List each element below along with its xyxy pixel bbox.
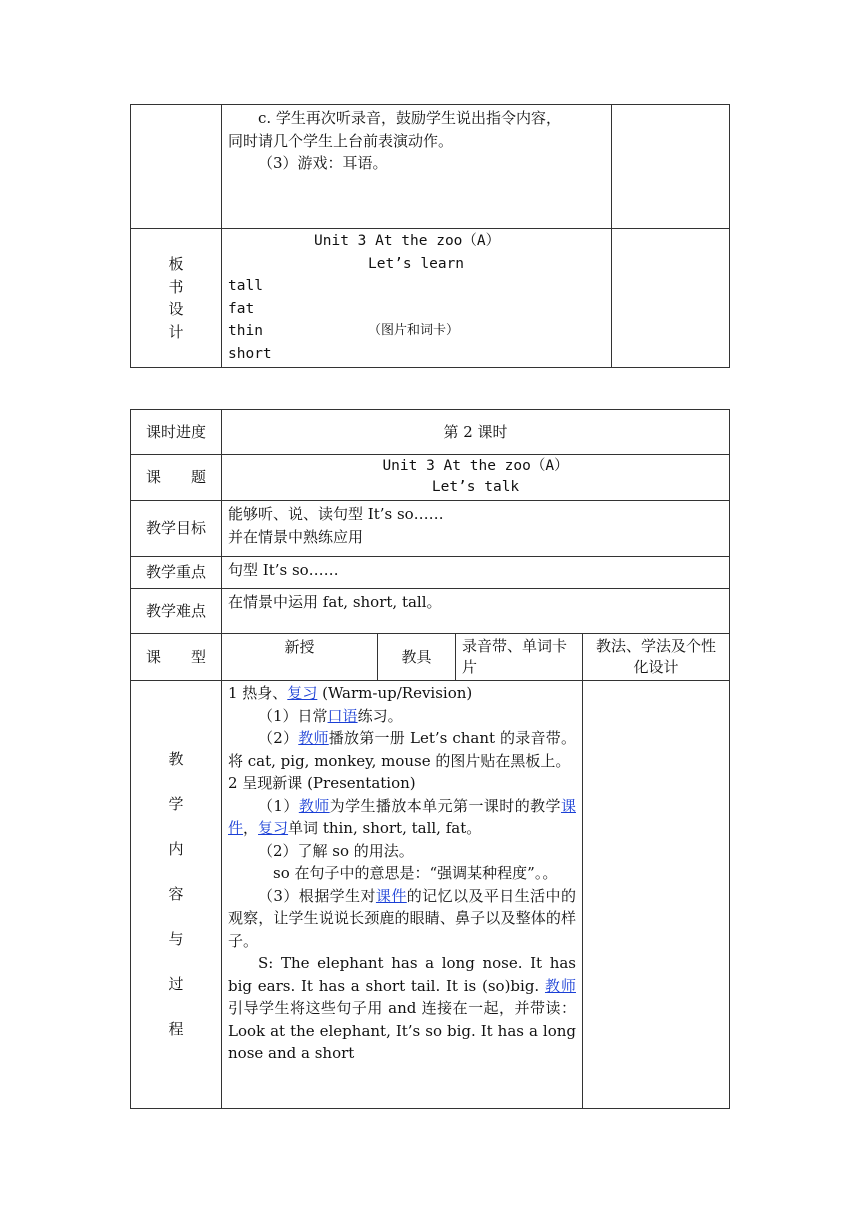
text: （1）日常 xyxy=(258,706,328,725)
oral-link[interactable]: 口语 xyxy=(327,706,358,725)
text: S: The elephant has a long nose. It has big ears. It has a short tail. It is (so)big. xyxy=(228,954,576,995)
text: （2） xyxy=(258,729,299,747)
revision-link[interactable]: 复习 xyxy=(287,684,318,702)
goal-line-1: 能够听、说、读句型 It’s so…… xyxy=(228,505,444,523)
text: 的记忆以及平日生活中的观察，让学生说说长颈鹿的眼睛、鼻子以及整体的样子。 xyxy=(228,886,576,950)
revision-link[interactable]: 复习 xyxy=(258,819,289,837)
difficulty-label: 教学难点 xyxy=(131,589,222,634)
word: thin xyxy=(228,323,263,339)
label-char: 程 xyxy=(168,1020,184,1038)
goal-label: 教学目标 xyxy=(131,501,222,557)
tools-value: 录音带、单词卡片 xyxy=(456,634,583,681)
text: 播放第一册 Let’s chant 的录音带。将 cat, pig, monkey, mouse 的图片贴在黑板上。 xyxy=(228,729,576,770)
label-char: 板 xyxy=(168,255,184,273)
text: (Warm-up/Revision) xyxy=(317,684,473,702)
label-char: 学 xyxy=(168,795,184,813)
topic-line-1: Unit 3 At the zoo（A） xyxy=(382,458,569,474)
goal-line-2: 并在情景中熟练应用 xyxy=(228,527,364,546)
section-heading: 2 呈现新课 (Presentation) xyxy=(228,774,416,792)
text: 为学生播放本单元第一课时的教学 xyxy=(329,796,561,815)
lesson-2-table xyxy=(130,409,730,1109)
teacher-link[interactable]: 教师 xyxy=(544,976,576,995)
topic-label: 课 题 xyxy=(131,455,222,501)
text: 引导学生将这些句子用 and 连接在一起，并带读：Look at the elephant, It’s so big. It has a long nose and a short xyxy=(228,999,576,1062)
progress-label: 课时进度 xyxy=(131,410,222,455)
process-label xyxy=(131,681,222,1109)
process-content xyxy=(222,681,583,1109)
step xyxy=(228,727,576,772)
tools-label: 教具 xyxy=(378,634,456,681)
step: so 在句子中的意思是：“强调某种程度”。。 xyxy=(273,864,558,882)
text: ， xyxy=(243,819,259,837)
key-value: 句型 It’s so…… xyxy=(222,557,730,589)
topic-line-2: Let’s talk xyxy=(431,479,520,495)
type-label: 课 型 xyxy=(131,634,222,681)
progress-value: 第 2 课时 xyxy=(222,410,730,455)
board-title: Unit 3 At the zoo（A） xyxy=(314,233,501,249)
section-heading xyxy=(228,682,576,705)
label-char: 计 xyxy=(168,322,184,341)
step xyxy=(228,705,576,728)
step: （2）了解 so 的用法。 xyxy=(258,841,414,860)
goal-cell xyxy=(222,501,730,557)
text-line: c. 学生再次听录音，鼓励学生说出指令内容， xyxy=(258,109,561,127)
board-design-cell xyxy=(222,229,612,368)
empty-cell xyxy=(612,229,730,368)
label-char: 过 xyxy=(168,975,184,993)
key-label: 教学重点 xyxy=(131,557,222,589)
label-char: 书 xyxy=(168,277,184,296)
teacher-link[interactable]: 教师 xyxy=(298,796,330,815)
label-char: 设 xyxy=(168,300,184,318)
word: short xyxy=(228,345,272,362)
text: （1） xyxy=(258,796,299,815)
board-note: （图片和词卡） xyxy=(368,323,460,338)
difficulty-value: 在情景中运用 fat, short, tall。 xyxy=(222,589,730,634)
method-cell xyxy=(583,681,730,1109)
text: 1 热身、 xyxy=(228,684,288,702)
text-line: 同时请几个学生上台前表演动作。 xyxy=(228,131,454,150)
text-line: （3）游戏：耳语。 xyxy=(258,154,388,172)
word: fat xyxy=(228,300,255,317)
teacher-link[interactable]: 教师 xyxy=(298,729,329,747)
method-label: 教法、学法及个性化设计 xyxy=(583,634,730,681)
word: tall xyxy=(228,278,263,294)
label-char: 教 xyxy=(168,750,184,768)
label-char: 内 xyxy=(168,840,184,858)
text: 单词 thin, short, tall, fat。 xyxy=(288,819,482,837)
activity-cell xyxy=(222,105,612,229)
empty-cell xyxy=(131,105,222,229)
board-subtitle: Let’s learn xyxy=(368,255,465,272)
text: （3）根据学生对 xyxy=(258,886,376,905)
step xyxy=(228,795,576,840)
step xyxy=(228,952,576,1065)
type-value: 新授 xyxy=(222,634,378,681)
label-char: 与 xyxy=(168,930,184,948)
courseware-link[interactable]: 课件 xyxy=(375,886,407,905)
step xyxy=(228,885,576,953)
lesson-1-table xyxy=(130,104,730,368)
board-design-label xyxy=(131,229,222,368)
courseware-link[interactable]: 课件 xyxy=(228,796,576,837)
text: 练习。 xyxy=(357,706,403,725)
topic-cell xyxy=(222,455,730,501)
empty-cell xyxy=(612,105,730,229)
label-char: 容 xyxy=(168,885,184,903)
